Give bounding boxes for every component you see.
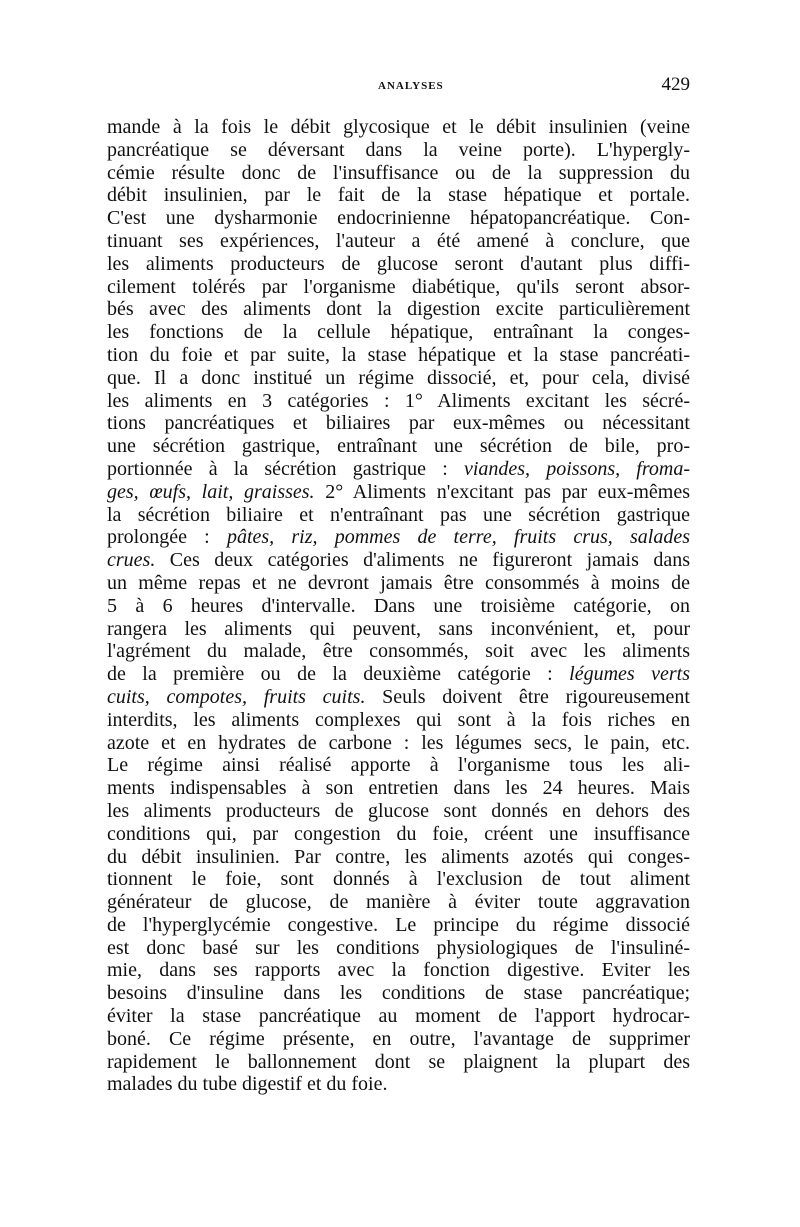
text-segment: la sécrétion biliaire et n'entraînant pas une sécrétion gastrique	[107, 503, 690, 526]
page-header	[107, 74, 690, 100]
text-line	[107, 481, 690, 504]
text-line	[107, 754, 690, 777]
text-line	[107, 458, 690, 481]
text-line	[107, 891, 690, 914]
text-segment: C'est une dysharmonie endocrinienne hépatopancréatique. Con-	[107, 207, 690, 230]
text-segment: l'agrément du malade, être consommés, soit avec les aliments	[107, 640, 690, 663]
text-segment: les aliments en 3 catégories : 1° Aliments excitant les sécré-	[107, 389, 690, 412]
text-segment: les aliments producteurs de glucose seront d'autant plus diffi-	[107, 252, 690, 275]
italic-text: crues.	[107, 549, 156, 572]
text-segment: que. Il a donc institué un régime dissocié, et, pour cela, divisé	[107, 366, 690, 389]
text-line	[107, 253, 690, 276]
text-line	[107, 914, 690, 937]
text-segment: est donc basé sur les conditions physiologiques de l'insuliné-	[107, 936, 690, 959]
text-segment: portionnée à la sécrétion gastrique :	[107, 457, 464, 480]
text-segment: besoins d'insuline dans les conditions de stase pancréatique;	[107, 982, 690, 1005]
text-line	[107, 139, 690, 162]
text-line	[107, 800, 690, 823]
text-line	[107, 709, 690, 732]
body-paragraph	[107, 116, 690, 1096]
text-segment: les aliments producteurs de glucose sont donnés en dehors des	[107, 799, 690, 822]
italic-text: pâtes, riz, pommes de terre, fruits crus, salades	[226, 526, 691, 549]
text-segment: du débit insulinien. Par contre, les aliments azotés qui conges-	[107, 845, 690, 868]
text-segment: de l'hyperglycémie congestive. Le principe du régime dissocié	[107, 913, 690, 936]
text-segment: prolongée :	[107, 526, 227, 549]
text-line	[107, 116, 690, 139]
text-line	[107, 868, 690, 891]
text-line	[107, 435, 690, 458]
text-line	[107, 207, 690, 230]
text-segment: une sécrétion gastrique, entraînant une sécrétion de bile, pro-	[107, 435, 690, 458]
text-segment: un même repas et ne devront jamais être consommés à moins de	[107, 571, 690, 594]
text-line	[107, 390, 690, 413]
text-line	[107, 959, 690, 982]
text-line	[107, 184, 690, 207]
text-segment: ments indispensables à son entretien dans les 24 heures. Mais	[107, 777, 690, 800]
text-segment: rangera les aliments qui peuvent, sans inconvénient, et, pour	[107, 617, 690, 640]
text-line	[107, 504, 690, 527]
text-line	[107, 823, 690, 846]
text-line	[107, 1005, 690, 1028]
text-segment: tinuant ses expériences, l'auteur a été amené à conclure, que	[107, 229, 690, 252]
text-line	[107, 572, 690, 595]
text-line	[107, 344, 690, 367]
page-number: 429	[661, 74, 690, 95]
text-segment: 5 à 6 heures d'intervalle. Dans une troisième catégorie, on	[107, 594, 690, 617]
text-line	[107, 640, 690, 663]
italic-text: cuits, compotes, fruits cuits.	[107, 685, 366, 708]
text-segment: générateur de glucose, de manière à éviter toute aggravation	[107, 891, 690, 914]
italic-text: viandes, poissons, froma-	[463, 457, 690, 480]
text-segment: interdits, les aliments complexes qui sont à la fois riches en	[107, 708, 690, 731]
text-segment: les fonctions de la cellule hépatique, entraînant la conges-	[107, 321, 690, 344]
text-segment: de la première ou de la deuxième catégorie :	[107, 663, 570, 686]
text-segment: pancréatique se déversant dans la veine porte). L'hypergly-	[107, 138, 690, 161]
text-segment: cémie résulte donc de l'insuffisance ou de la suppression du	[107, 161, 690, 184]
running-head: ANALYSES	[378, 80, 444, 92]
text-segment: boné. Ce régime présente, en outre, l'avantage de supprimer	[107, 1027, 690, 1050]
text-line	[107, 595, 690, 618]
text-segment: azote et en hydrates de carbone : les légumes secs, le pain, etc.	[107, 731, 690, 754]
text-line	[107, 367, 690, 390]
text-segment: tions pancréatiques et biliaires par eux-mêmes ou nécessitant	[107, 412, 690, 435]
text-segment: tion du foie et par suite, la stase hépatique et la stase pancréati-	[107, 343, 690, 366]
text-line	[107, 276, 690, 299]
italic-text: ges, œufs, lait, graisses.	[107, 480, 315, 503]
text-line	[107, 686, 690, 709]
text-segment: débit insulinien, par le fait de la stase hépatique et portale.	[107, 184, 690, 207]
text-segment: conditions qui, par congestion du foie, créent une insuffisance	[107, 822, 690, 845]
text-line	[107, 663, 690, 686]
italic-text: légumes verts	[569, 663, 690, 686]
text-line	[107, 846, 690, 869]
text-line	[107, 937, 690, 960]
text-line	[107, 162, 690, 185]
text-segment: Seuls doivent être rigoureusement	[365, 685, 690, 708]
text-line	[107, 982, 690, 1005]
text-line	[107, 321, 690, 344]
text-line	[107, 618, 690, 641]
text-segment: rapidement le ballonnement dont se plaignent la plupart des	[107, 1050, 690, 1073]
text-line	[107, 777, 690, 800]
text-segment: malades du tube digestif et du foie.	[107, 1073, 388, 1096]
text-segment: mie, dans ses rapports avec la fonction digestive. Eviter les	[107, 959, 690, 982]
text-segment: cilement tolérés par l'organisme diabétique, qu'ils seront absor-	[107, 275, 690, 298]
text-line	[107, 412, 690, 435]
text-line	[107, 1073, 690, 1096]
text-line	[107, 298, 690, 321]
text-line	[107, 1028, 690, 1051]
book-page	[107, 74, 690, 1096]
text-segment: mande à la fois le débit glycosique et le débit insulinien (veine	[107, 116, 690, 138]
text-line	[107, 549, 690, 572]
text-segment: éviter la stase pancréatique au moment de l'apport hydrocar-	[107, 1005, 690, 1028]
text-segment: 2° Aliments n'excitant pas par eux-mêmes	[314, 480, 690, 503]
text-segment: bés avec des aliments dont la digestion excite particulièrement	[107, 298, 690, 321]
text-segment: Ces deux catégories d'aliments ne figureront jamais dans	[155, 549, 690, 572]
text-segment: tionnent le foie, sont donnés à l'exclusion de tout aliment	[107, 868, 690, 891]
text-line	[107, 1051, 690, 1074]
text-line	[107, 230, 690, 253]
text-line	[107, 732, 690, 755]
text-line	[107, 526, 690, 549]
text-segment: Le régime ainsi réalisé apporte à l'organisme tous les ali-	[107, 754, 690, 777]
